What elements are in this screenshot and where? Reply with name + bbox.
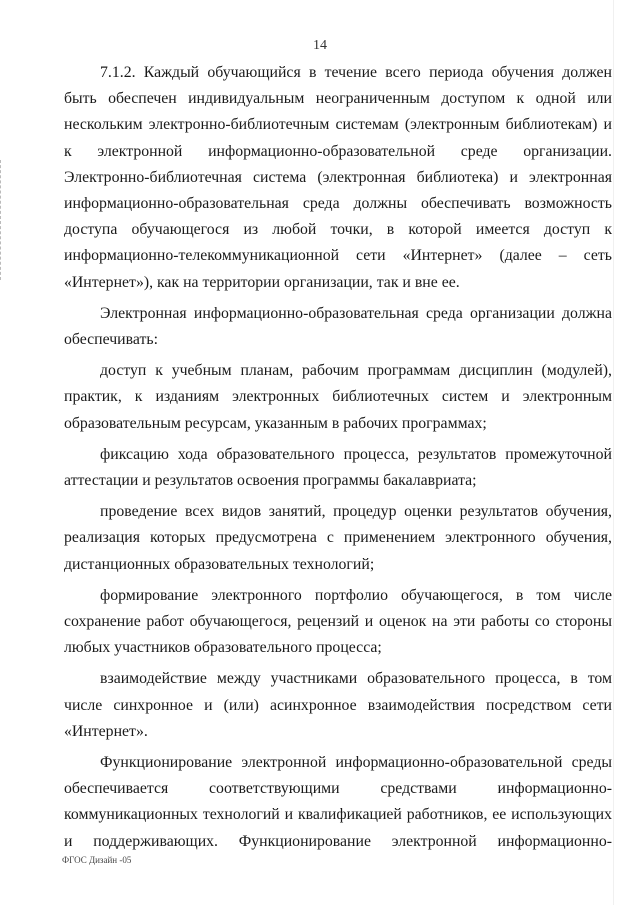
paragraph-functioning: Функционирование электронной информационно-образовательной среды обеспечивается соответствующими средствами информационно-коммуникационных технологий и квалификацией работников, ее использующих и поддерживающих. Функционирование электронной информационно- (64, 754, 612, 850)
list-item-interaction: взаимодействие между участниками образовательного процесса, в том числе синхронное и (или) асинхронное взаимодействия посредством сети «Интернет». (64, 670, 612, 740)
scan-margin-mark (0, 160, 4, 280)
scan-edge-line (613, 0, 614, 905)
footer-doc-id: ФГОС Дизайн -05 (62, 855, 132, 865)
page-number: 14 (313, 38, 327, 53)
list-item-classes: проведение всех видов занятий, процедур оценки результатов обучения, реализация которых предусмотрена с применением электронного обучения, дистанционных образовательных технологий; (64, 503, 612, 573)
paragraph-7-1-2: 7.1.2. Каждый обучающийся в течение всего периода обучения должен быть обеспечен индивидуальным неограниченным доступом к одной или нескольким электронно-библиотечным системам (электронным библиотекам) и к электронной информационно-образовательной среде организации. Электронно-библиотечная система (электронная библиотека) и электронная информационно-образовательная среда должны обеспечивать возможность доступа обучающегося из любой точки, в которой имеется доступ к информационно-телекоммуникационной сети «Интернет» (далее – сеть «Интернет»), как на территории организации, так и вне ее. (64, 64, 612, 291)
paragraph-eios-intro: Электронная информационно-образовательная среда организации должна обеспечивать: (64, 304, 612, 349)
list-item-recording: фиксацию хода образовательного процесса, результатов промежуточной аттестации и результатов освоения программы бакалавриата; (64, 445, 612, 490)
document-body (64, 60, 612, 860)
list-item-access: доступ к учебным планам, рабочим программам дисциплин (модулей), практик, к изданиям электронных библиотечных систем и электронным образовательным ресурсам, указанным в рабочих программах; (64, 362, 612, 432)
list-item-portfolio: формирование электронного портфолио обучающегося, в том числе сохранение работ обучающегося, рецензий и оценок на эти работы со стороны любых участников образовательного процесса; (64, 586, 612, 657)
